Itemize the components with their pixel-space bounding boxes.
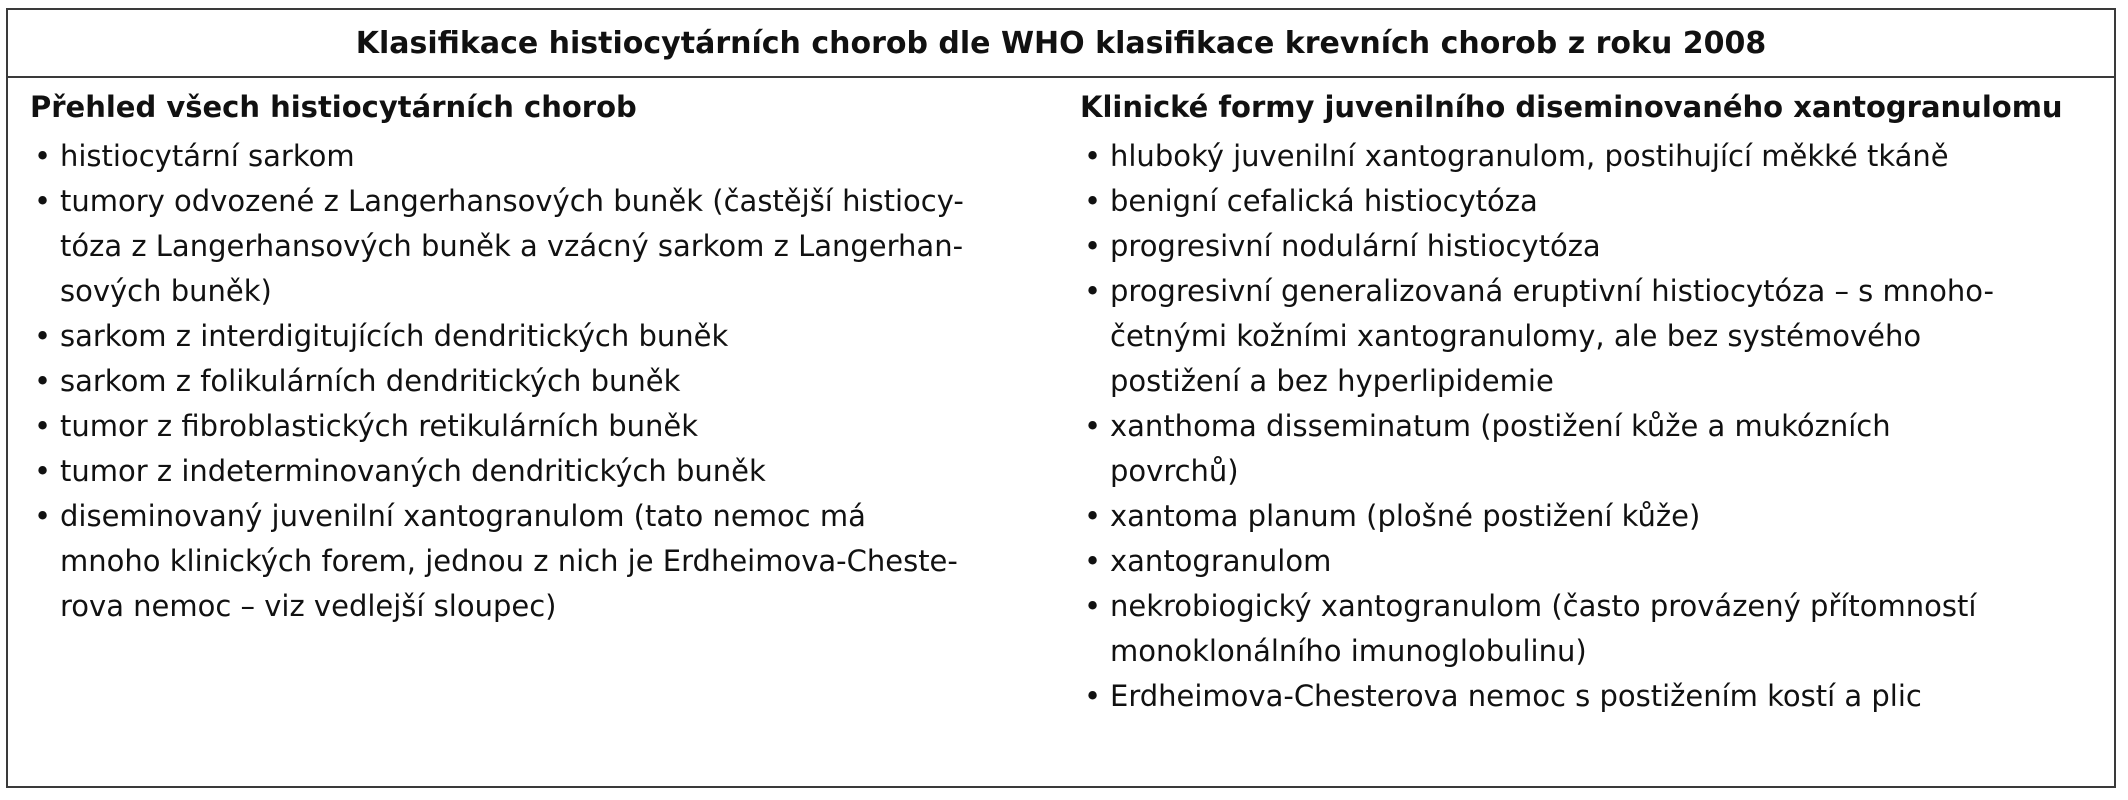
list-item-line: četnými kožními xantogranulomy, ale bez systémového [1110,319,1922,353]
list-item [30,359,1060,404]
list-item-line: • hluboký juvenilní xantogranulom, postihující měkké tkáně [1110,139,1949,173]
list-item [1080,404,2110,494]
list-item [1080,179,2110,224]
right-column-list [1080,134,2110,719]
list-item [30,314,1060,359]
right-column [1080,84,2110,719]
list-item [30,404,1060,449]
list-item-line: • sarkom z folikulárních dendritických buněk [60,364,681,398]
list-item-line: • benigní cefalická histiocytóza [1110,184,1538,218]
list-item-line: • tumor z fibroblastických retikulárních buněk [60,409,699,443]
list-item-line: • sarkom z interdigitujících dendritických buněk [60,319,729,353]
list-item [30,494,1060,629]
list-item [1080,674,2110,719]
list-item-line: tóza z Langerhansových buněk a vzácný sarkom z Langerhan- [60,229,964,263]
list-item-line: • nekrobiogický xantogranulom (často provázený přítomností [1110,589,1977,623]
left-column [30,84,1060,629]
list-item-line: sových buněk) [60,274,272,308]
list-item-line: mnoho klinických forem, jednou z nich je Erdheimova-Cheste- [60,544,958,578]
left-column-heading: Přehled všech histiocytárních chorob [30,90,637,124]
list-item [1080,539,2110,584]
list-item [1080,269,2110,404]
list-item-line: • xanthoma disseminatum (postižení kůže a mukózních [1110,409,1891,443]
classification-table [6,8,2116,788]
list-item [30,449,1060,494]
list-item-line: rova nemoc – viz vedlejší sloupec) [60,589,557,623]
list-item-line: • histiocytární sarkom [60,139,355,173]
list-item-line: • tumor z indeterminovaných dendritických buněk [60,454,766,488]
list-item-line: postižení a bez hyperlipidemie [1110,364,1554,398]
list-item [1080,584,2110,674]
list-item [1080,134,2110,179]
list-item-line: • Erdheimova-Chesterova nemoc s postižením kostí a plic [1110,679,1922,713]
list-item [30,134,1060,179]
left-column-list [30,134,1060,629]
right-column-heading: Klinické formy juvenilního diseminovaného xantogranulomu [1080,90,2063,124]
list-item-line: • progresivní nodulární histiocytóza [1110,229,1601,263]
list-item-line: • diseminovaný juvenilní xantogranulom (tato nemoc má [60,499,866,533]
table-title: Klasifikace histiocytárních chorob dle WHO klasifikace krevních chorob z roku 2008 [355,26,1767,61]
list-item-line: • xantoma planum (plošné postižení kůže) [1110,499,1701,533]
list-item-line: • xantogranulom [1110,544,1332,578]
list-item-line: • progresivní generalizovaná eruptivní histiocytóza – s mnoho- [1110,274,1994,308]
list-item-line: povrchů) [1110,454,1239,488]
list-item [1080,494,2110,539]
list-item-line: • tumory odvozené z Langerhansových buněk (častější histiocy- [60,184,964,218]
list-item [1080,224,2110,269]
list-item-line: monoklonálního imunoglobulinu) [1110,634,1587,668]
list-item [30,179,1060,314]
title-divider [8,76,2114,78]
